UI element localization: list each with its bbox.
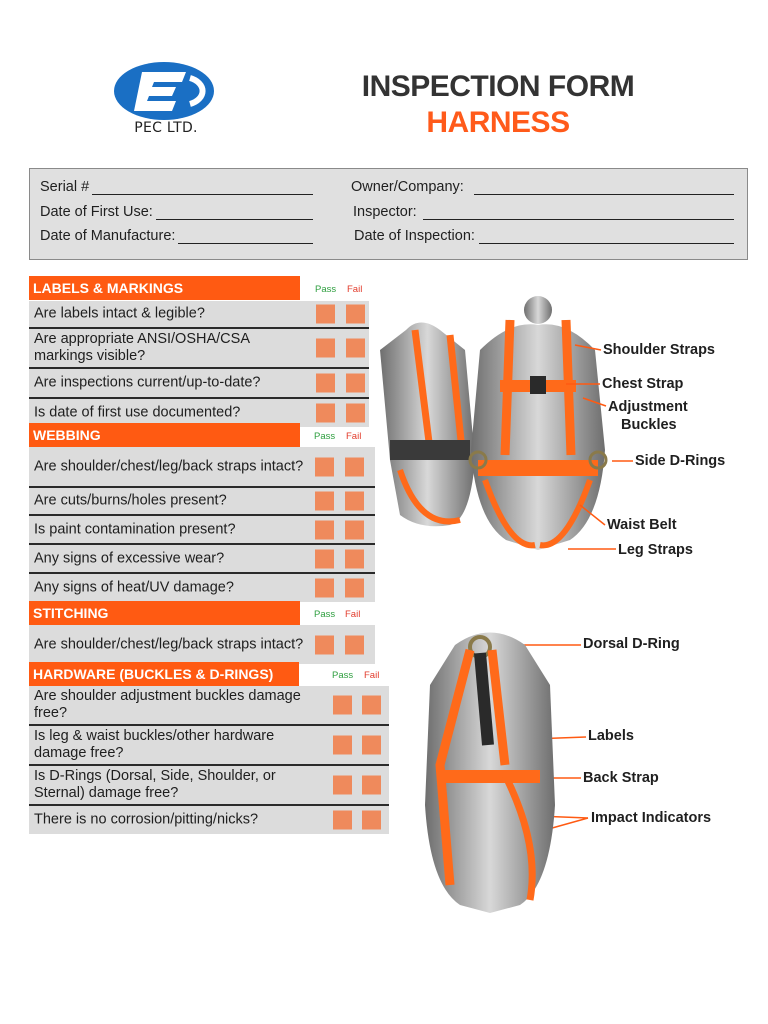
fail-checkbox[interactable] [345, 457, 364, 476]
callout-waist-belt: Waist Belt [607, 517, 677, 533]
fail-checkbox[interactable] [345, 549, 364, 568]
fail-checkbox[interactable] [362, 736, 381, 755]
checklist-row: Are inspections current/up-to-date? [29, 369, 369, 399]
header-info-box [29, 168, 748, 260]
fail-checkbox[interactable] [346, 374, 365, 393]
checklist-row: Is leg & waist buckles/other hardware damage free? [29, 726, 389, 766]
section-header-hardware: HARDWARE (BUCKLES & D-RINGS) [29, 662, 299, 686]
pass-checkbox[interactable] [316, 339, 335, 358]
pass-checkbox[interactable] [315, 635, 334, 654]
callout-labels: Labels [588, 728, 634, 744]
callout-buckles: Buckles [621, 417, 677, 433]
checklist-row: Is D-Rings (Dorsal, Side, Shoulder, or Sternal) damage free? [29, 766, 389, 806]
company-name: PEC LTD. [134, 120, 198, 136]
callout-chest-strap: Chest Strap [602, 376, 684, 392]
fail-label: Fail [346, 431, 362, 442]
checklist-row: Are shoulder/chest/leg/back straps intact? [29, 447, 375, 488]
pass-label: Pass [314, 609, 336, 620]
callout-back-strap: Back Strap [583, 770, 659, 786]
harness-front-illustration [370, 290, 650, 580]
checklist-row: Any signs of excessive wear? [29, 545, 375, 574]
pass-checkbox[interactable] [316, 305, 335, 324]
pass-checkbox[interactable] [315, 520, 334, 539]
owner-company-field[interactable]: Owner/Company: [351, 179, 734, 195]
page-title: INSPECTION FORM [361, 70, 635, 103]
checklist-row: Are shoulder adjustment buckles damage free? [29, 686, 389, 726]
pass-checkbox[interactable] [333, 776, 352, 795]
fail-checkbox[interactable] [346, 404, 365, 423]
checklist-row: Any signs of heat/UV damage? [29, 574, 375, 602]
pass-label: Pass [315, 284, 337, 295]
checklist-row: Are cuts/burns/holes present? [29, 488, 375, 516]
checklist-row: Are labels intact & legible? [29, 301, 369, 329]
fail-checkbox[interactable] [345, 520, 364, 539]
harness-back-illustration [410, 625, 570, 915]
callout-shoulder-straps: Shoulder Straps [603, 342, 715, 358]
pass-label: Pass [332, 670, 354, 681]
pass-checkbox[interactable] [315, 549, 334, 568]
callout-side-d-rings: Side D-Rings [635, 453, 726, 469]
pass-checkbox[interactable] [316, 404, 335, 423]
inspector-field[interactable]: Inspector: [353, 204, 734, 220]
section-header-labels-markings: LABELS & MARKINGS [29, 276, 300, 300]
fail-label: Fail [347, 284, 363, 295]
serial-field[interactable]: Serial # [40, 179, 313, 195]
section-header-webbing: WEBBING [29, 423, 300, 447]
checklist-row: Is paint contamination present? [29, 516, 375, 545]
date-inspection-field[interactable]: Date of Inspection: [354, 228, 734, 244]
page-subtitle: HARNESS [426, 106, 570, 139]
pass-checkbox[interactable] [333, 696, 352, 715]
pass-checkbox[interactable] [316, 374, 335, 393]
checklist-row: There is no corrosion/pitting/nicks? [29, 806, 389, 834]
fail-label: Fail [345, 609, 361, 620]
fail-checkbox[interactable] [345, 635, 364, 654]
checklist-row: Is date of first use documented? [29, 399, 369, 427]
fail-label: Fail [364, 670, 380, 681]
checklist-row: Are appropriate ANSI/OSHA/CSA markings visible? [29, 329, 369, 369]
date-first-use-field[interactable]: Date of First Use: [40, 204, 313, 220]
fail-checkbox[interactable] [345, 492, 364, 511]
pass-checkbox[interactable] [333, 736, 352, 755]
pass-checkbox[interactable] [315, 457, 334, 476]
callout-adjustment: Adjustment [608, 399, 688, 415]
callout-impact-indicators: Impact Indicators [591, 810, 712, 826]
section-header-stitching: STITCHING [29, 601, 300, 625]
fail-checkbox[interactable] [346, 305, 365, 324]
fail-checkbox[interactable] [362, 776, 381, 795]
fail-checkbox[interactable] [346, 339, 365, 358]
date-manufacture-field[interactable]: Date of Manufacture: [40, 228, 313, 244]
fail-checkbox[interactable] [345, 579, 364, 598]
checklist-row: Are shoulder/chest/leg/back straps intact? [29, 625, 375, 664]
callout-dorsal-d-ring: Dorsal D-Ring [583, 636, 680, 652]
pass-checkbox[interactable] [315, 579, 334, 598]
pass-label: Pass [314, 431, 336, 442]
callout-leg-straps: Leg Straps [618, 542, 693, 558]
pass-checkbox[interactable] [315, 492, 334, 511]
pass-checkbox[interactable] [333, 811, 352, 830]
fail-checkbox[interactable] [362, 696, 381, 715]
fail-checkbox[interactable] [362, 811, 381, 830]
